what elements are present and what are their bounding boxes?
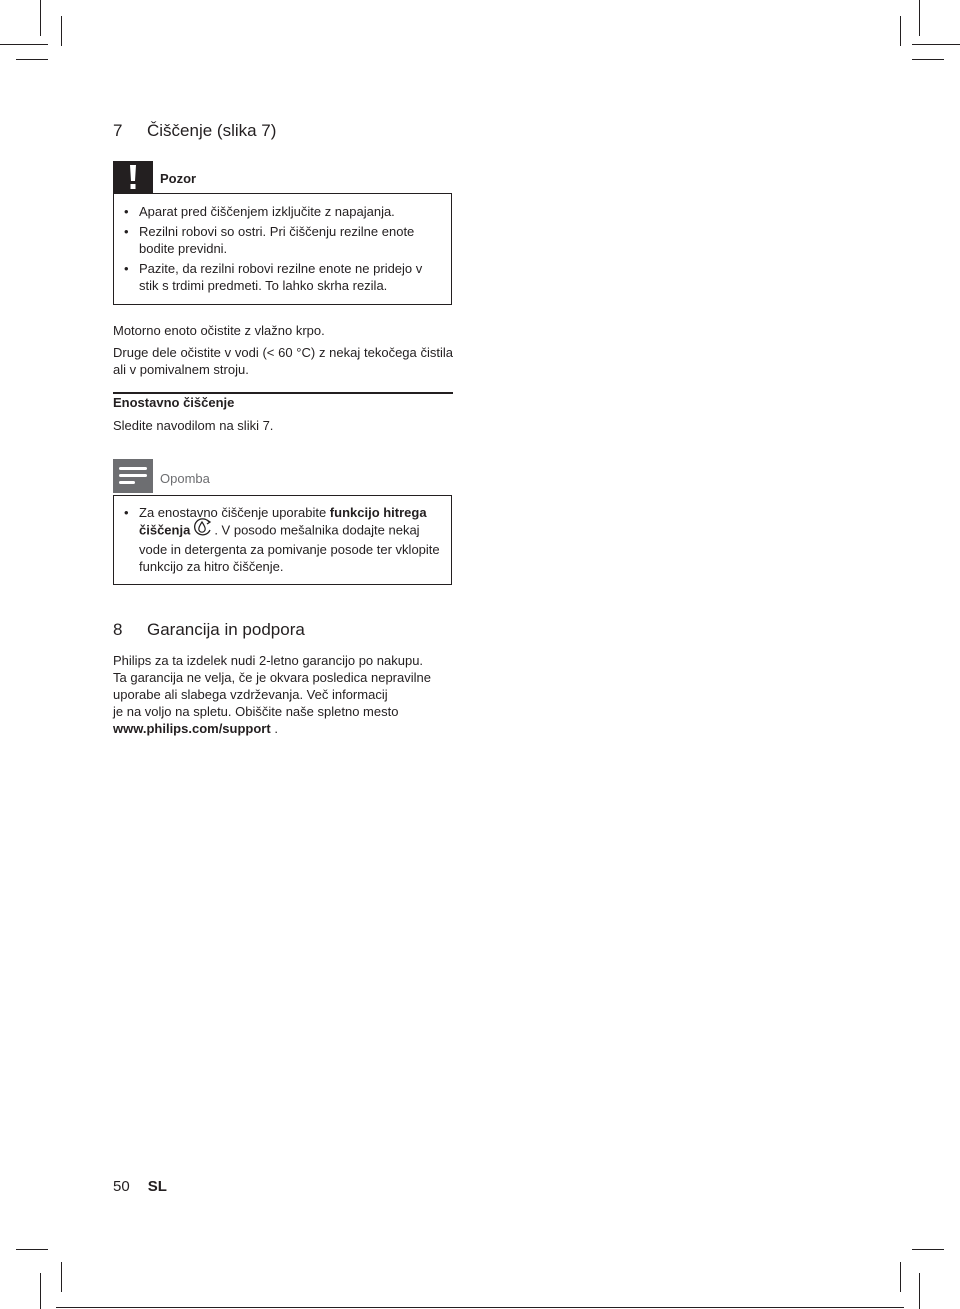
crop-mark (912, 1249, 944, 1250)
paragraph: Druge dele očistite v vodi (< 60 °C) z nekaj tekočega čistila ali v pomivalnem stroju. (113, 345, 453, 377)
warranty-line: Ta garancija ne velja, če je okvara posledica nepravilne (113, 670, 431, 685)
note-lines-icon (113, 459, 153, 493)
crop-mark (40, 0, 41, 36)
section-8-heading (113, 620, 305, 640)
crop-mark (40, 1273, 41, 1309)
note-box (113, 495, 452, 585)
quick-clean-drop-icon (191, 517, 213, 541)
crop-mark (900, 1262, 901, 1292)
section-7-heading (113, 121, 276, 141)
crop-mark (56, 1307, 904, 1308)
note-item (122, 504, 443, 575)
caution-item: • Pazite, da rezilni robovi rezilne enote ne pridejo v stik s trdimi predmeti. To lahko skrha rezila. (122, 260, 443, 294)
section-number: 8 (113, 620, 123, 639)
crop-mark (61, 1262, 62, 1292)
crop-mark (912, 59, 944, 60)
crop-mark (0, 44, 48, 45)
language-code: SL (147, 1178, 167, 1195)
paragraph: Motorno enoto očistite z vlažno krpo. (113, 323, 325, 338)
warranty-line: je na voljo na spletu. Obiščite naše spletno mesto (113, 704, 399, 719)
crop-mark (912, 44, 960, 45)
section-title: Garancija in podpora (147, 620, 305, 639)
note-label: Opomba (160, 471, 210, 486)
page-number: 50 (113, 1178, 130, 1195)
support-link[interactable]: www.philips.com/support (113, 721, 271, 736)
subheading: Enostavno čiščenje (113, 395, 235, 410)
caution-header (113, 161, 453, 193)
crop-mark (16, 59, 48, 60)
crop-mark (900, 16, 901, 46)
note-text: Za enostavno čiščenje uporabite (139, 505, 330, 520)
paragraph: Sledite navodilom na sliki 7. (113, 418, 274, 433)
warranty-line: Philips za ta izdelek nudi 2-letno garancijo po nakupu. (113, 653, 424, 668)
caution-item: • Rezilni robovi so ostri. Pri čiščenju rezilne enote bodite previdni. (122, 223, 443, 257)
page-footer (113, 1178, 167, 1195)
caution-label: Pozor (160, 171, 197, 186)
section-number: 7 (113, 121, 123, 140)
note-header (113, 461, 453, 493)
crop-mark (61, 16, 62, 46)
warranty-text (113, 652, 453, 737)
note-text: . V posodo mešalnika dodajte nekaj vode in detergenta za pomivanje posode ter vklopite funkcijo za hitro čiščenje. (139, 522, 440, 574)
exclamation-icon (113, 161, 153, 193)
crop-mark (16, 1249, 48, 1250)
section-title: Čiščenje (slika 7) (147, 121, 277, 140)
note-bold-text: funkcijo hitrega čiščenja (139, 505, 427, 538)
crop-mark (919, 1273, 920, 1309)
caution-box (113, 193, 452, 305)
warranty-line: uporabe ali slabega vzdrževanja. Več informacij (113, 687, 388, 702)
link-suffix: . (270, 721, 278, 736)
crop-mark (919, 0, 920, 36)
caution-item: • Aparat pred čiščenjem izključite z napajanja. (122, 203, 443, 220)
